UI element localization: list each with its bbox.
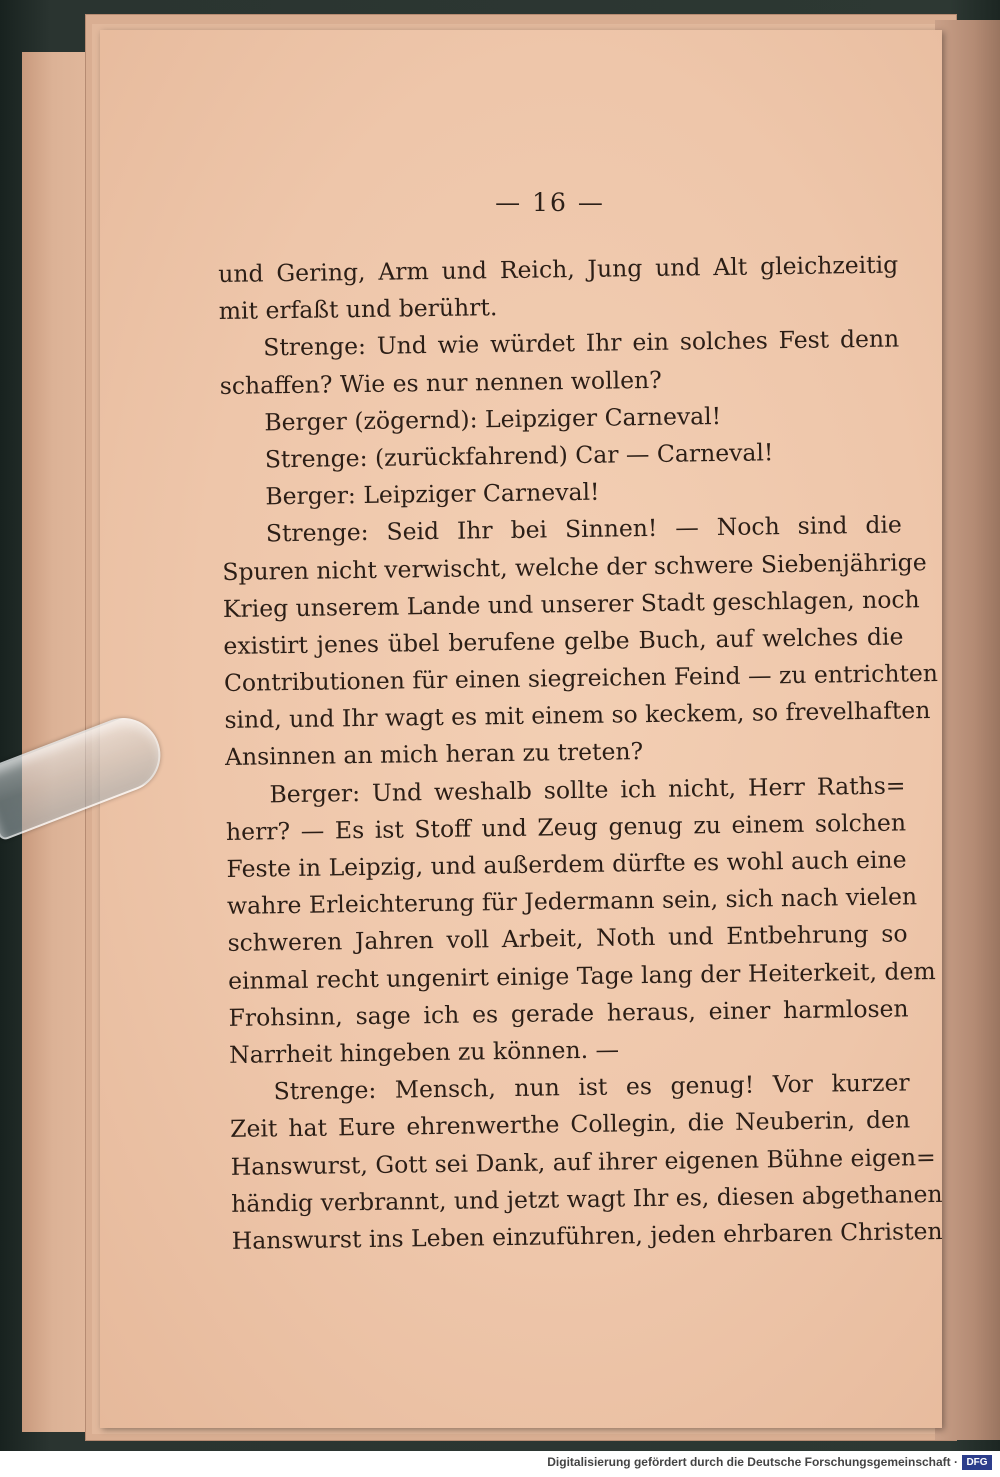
text-line: schweren Jahren voll Arbeit, Noth und Entbehrung so (227, 919, 908, 958)
text-line: Feste in Leipzig, und außerdem dürfte es wohl auch eine (226, 845, 907, 883)
funding-credit: Digitalisierung gefördert durch die Deutsche Forschungsgemeinschaft · (547, 1455, 958, 1469)
text-line: mit erfaßt und berührt. (218, 293, 498, 326)
text-line: händig verbrannt, und jetzt wagt Ihr es, diesen abgethanen (231, 1179, 943, 1218)
text-line: Spuren nicht verwischt, welche der schwere Siebenjährige (222, 547, 927, 586)
text-line: Krieg unserem Lande und unserer Stadt geschlagen, noch (222, 584, 920, 623)
text-line: Ansinnen an mich heran zu treten? (224, 737, 644, 772)
text-line: existirt jenes übel berufene gelbe Buch, auf welches die (223, 622, 904, 660)
opposite-page-edge (935, 20, 1000, 1440)
text-line: sind, und Ihr wagt es mit einem so keckem, so frevelhaften (224, 696, 931, 735)
dfg-logo: DFG (962, 1455, 992, 1470)
text-line: Zeit hat Eure ehrenwerthe Collegin, die Neuberin, den (229, 1105, 911, 1144)
text-line: Hanswurst ins Leben einzuführen, jeden ehrbaren Christen (231, 1216, 943, 1255)
text-line: Hanswurst, Gott sei Dank, auf ihrer eigenen Bühne eigen= (230, 1142, 936, 1181)
text-line: und Gering, Arm und Reich, Jung und Alt gleichzeitig (218, 250, 899, 288)
book-page (100, 30, 942, 1428)
text-line: Frohsinn, sage ich es gerade heraus, einer harmlosen (228, 994, 909, 1032)
text-line: schaffen? Wie es nur nennen wollen? (219, 365, 662, 400)
text-line: Berger: Und weshalb sollte ich nicht, Herr Raths= (269, 771, 906, 808)
text-line: Strenge: Mensch, nun ist es genug! Vor kurzer (273, 1068, 910, 1106)
page-text (218, 247, 943, 1260)
text-line: einmal recht ungenirt einige Tage lang der Heiterkeit, dem (227, 956, 936, 995)
text-line: Berger (zögernd): Leipziger Carneval! (264, 401, 722, 437)
text-line: herr? — Es ist Stoff und Zeug genug zu einem solchen (225, 808, 907, 846)
digitization-footer (0, 1451, 1000, 1477)
text-line: Contributionen für einen siegreichen Feind — zu entrichten (223, 659, 939, 698)
text-line: Berger: Leipziger Carneval! (265, 477, 600, 511)
text-line: Strenge: (zurückfahrend) Car — Carneval! (264, 438, 774, 474)
text-line: Narrheit hingeben zu können. — (228, 1035, 620, 1069)
text-line: wahre Erleichterung für Jedermann sein, sich nach vielen (226, 882, 918, 921)
text-line: Strenge: Und wie würdet Ihr ein solches Fest denn (263, 324, 900, 362)
text-line: Strenge: Seid Ihr bei Sinnen! — Noch sind die (265, 510, 903, 548)
page-number: — 16 — (495, 188, 605, 217)
